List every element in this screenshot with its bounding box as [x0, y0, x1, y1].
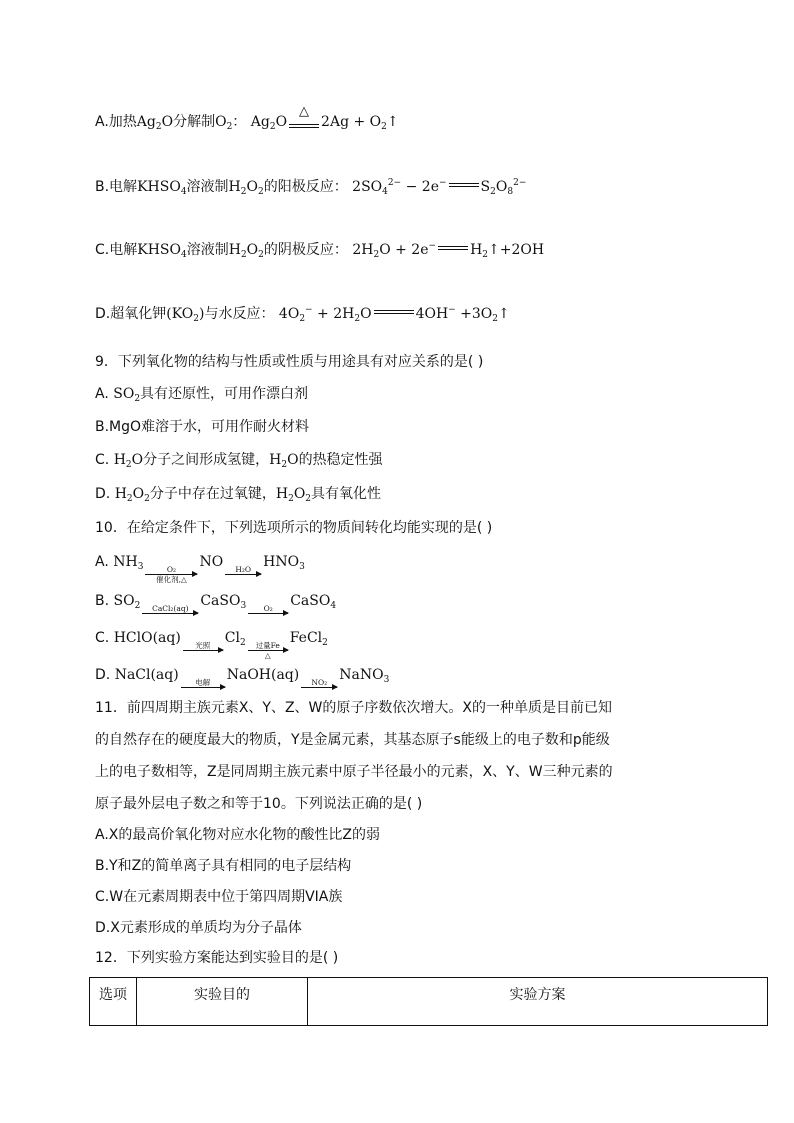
q9d-text1: 分子中存在过氧键，: [149, 486, 276, 502]
q8d-formula-ko2: $(KO_2)$: [166, 306, 205, 324]
q9-option-a: [95, 384, 308, 404]
q10-option-a: [95, 552, 305, 584]
q8d-equation: $4O_2^- + 2H_2O$ $4OH^- +3O_2↑$: [278, 305, 510, 324]
q9a-text: 具有还原性，可用作漂白剂: [140, 386, 309, 402]
q8a-equation: $Ag_2O$ △ $2Ag + O_2↑$: [250, 104, 399, 132]
q12-stem: 12．下列实验方案能达到实验目的是( ): [95, 950, 339, 966]
q10c-label: C.: [95, 630, 114, 646]
q11-stem-line1: 11．前四周期主族元素X、Y、Z、W的原子序数依次增大。X的一种单质是目前已知: [95, 700, 612, 716]
q11-option-a: A.X的最高价氧化物对应水化物的酸性比Z的弱: [95, 827, 380, 843]
q9-option-d: [95, 484, 381, 504]
q8-option-b: [95, 177, 526, 197]
table-header-cell: 实验方案: [308, 978, 768, 1026]
table-header-cell: 选项: [90, 978, 137, 1026]
q9d-text2: 具有氧化性: [311, 486, 382, 502]
q11-option-c: C.W在元素周期表中位于第四周期VIA族: [95, 889, 343, 905]
q10-option-b: [95, 591, 336, 623]
q8c-formula-khso4: $KHSO_4$: [137, 242, 187, 260]
q8d-text1: 与水反应：: [204, 306, 275, 322]
q9a-label: A.: [95, 386, 114, 402]
q8a-formula-ag2o: $Ag_2O$: [136, 114, 174, 132]
q10-stem: 10．在给定条件下，下列选项所示的物质间转化均能实现的是( ): [95, 520, 493, 536]
q9d-formula-h2o2: $H_2O_2$: [114, 486, 150, 504]
q11-stem-line4: 原子最外层电子数之和等于10。下列说法正确的是( ): [95, 796, 423, 812]
q10b-label: B.: [95, 593, 114, 609]
q8d-label: D.超氧化钾: [95, 306, 167, 322]
q10a-label: A.: [95, 554, 114, 570]
q8a-label: A.加热: [95, 114, 137, 130]
q8c-equation: $2H_2O + 2e^-$ $H_2↑+2OH$: [352, 241, 545, 260]
q11-stem-line3: 上的电子数相等，Z是同周期主族元素中原子半径最小的元素，X、Y、W三种元素的: [95, 764, 613, 780]
q10d-chain: NaCl(aq) 电解 NaOH(aq) NO₂ NaNO$_3$: [115, 667, 390, 683]
q11-option-b: B.Y和Z的简单离子具有相同的电子层结构: [95, 858, 352, 874]
q8c-text2: 的阴极反应：: [263, 242, 348, 258]
q9c-text2: 的热稳定性强: [298, 452, 383, 468]
q9d-formula-h2o2-2: $H_2O_2$: [275, 486, 312, 504]
heat-delta-symbol: △: [299, 104, 310, 119]
q8-option-d: [95, 304, 510, 324]
q10-option-c: [95, 628, 328, 660]
table-header-row: [90, 978, 768, 1026]
q8c-text1: 溶液制: [186, 242, 229, 258]
reaction-arrow: 光照: [183, 641, 223, 660]
reaction-arrow: CaCl₂(aq): [142, 604, 198, 623]
q8-option-a: [95, 104, 399, 138]
table-header-cell: 实验目的: [137, 978, 308, 1026]
q8b-equation: $2SO_4^{2-} - 2e^-$ $S_2O_8^{2-}$: [352, 178, 527, 197]
q11-stem-line2: 的自然存在的硬度最大的物质，Y是金属元素，其基态原子s能级上的电子数和p能级: [95, 732, 610, 748]
reaction-arrow: O₂: [248, 604, 288, 623]
reaction-arrow: 过量Fe △: [248, 641, 288, 660]
q9a-formula-so2: $SO_2$: [113, 386, 141, 404]
q8b-text1: 溶液制: [186, 179, 229, 195]
q8b-formula-h2o2: $H_2O_2$: [228, 179, 264, 197]
q9c-formula-h2o: $H_2O$: [113, 452, 144, 470]
q9-option-c: [95, 450, 383, 470]
q8b-text2: 的阳极反应：: [263, 179, 348, 195]
q10-option-d: [95, 665, 389, 697]
q9d-label: D.: [95, 486, 115, 502]
q10c-chain: HClO(aq) 光照 $Cl_2$ 过量Fe △ FeCl$_2$: [113, 630, 328, 660]
q9-stem: 9．下列氧化物的结构与性质或性质与用途具有对应关系的是( ): [95, 354, 484, 370]
reaction-arrow: 电解: [181, 678, 225, 697]
q8c-formula-h2o2: $H_2O_2$: [228, 242, 264, 260]
reaction-arrow: NO₂: [301, 678, 337, 697]
q9c-formula-h2o-2: $H_2O$: [269, 452, 299, 470]
q8c-label: C.电解: [95, 242, 138, 258]
reaction-arrow: H₂O: [225, 565, 261, 584]
reaction-arrow: O₂ 催化剂,△: [145, 565, 197, 584]
q9-option-b: B.MgO难溶于水，可用作耐火材料: [95, 419, 310, 435]
q10d-label: D.: [95, 667, 115, 683]
q8a-text1: 分解制: [173, 114, 216, 130]
q11-option-d: D.X元素形成的单质均为分子晶体: [95, 920, 302, 936]
q8-option-c: [95, 240, 544, 260]
q8a-sep: ：: [232, 114, 247, 130]
q9c-label: C.: [95, 452, 114, 468]
q8a-formula-o2: $O_2$: [215, 114, 233, 132]
q8b-formula-khso4: $KHSO_4$: [137, 179, 187, 197]
q10a-chain: $NH_3$ O₂ 催化剂,△ NO H₂O $HNO_3$: [113, 554, 305, 584]
q10b-chain: $SO_2$ CaCl₂(aq) CaSO$_3$ O₂ CaSO$_4$: [114, 593, 337, 609]
q12-table: [89, 977, 768, 1026]
q9c-text1: 分子之间形成氢键，: [143, 452, 270, 468]
q8b-label: B.电解: [95, 179, 138, 195]
